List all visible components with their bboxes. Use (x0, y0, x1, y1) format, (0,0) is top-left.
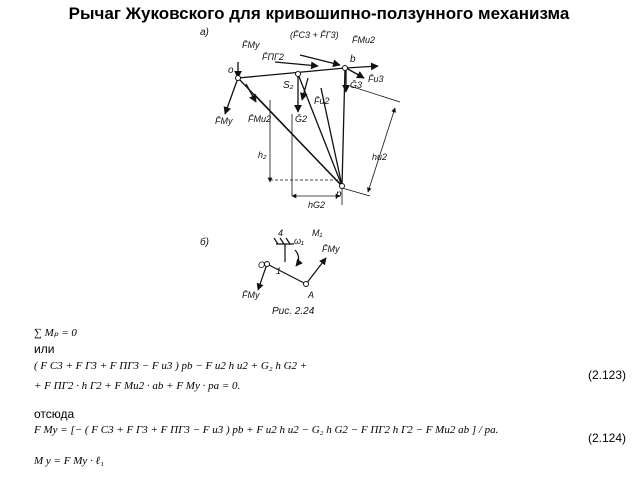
force-g3-label: Ḡ3 (350, 80, 363, 90)
small-label-omega: ω₁ (294, 236, 304, 246)
force-fi3-label: F̄и3 (368, 74, 384, 84)
link-o-b (238, 68, 345, 78)
small-label-fmy2: F̄My (242, 290, 260, 300)
dim-hg2-label: hG2 (308, 200, 326, 210)
point-s2-label: S₂ (283, 80, 294, 91)
force-fmy-label: F̄My (242, 40, 260, 50)
dim-hi2-label: hи2 (372, 152, 388, 162)
small-label-o: O (258, 260, 266, 270)
force-fmi2-label: F̄Mи2 (352, 35, 376, 45)
equation-sum-moments: ∑ Mₚ = 0 (34, 327, 77, 339)
small-label-a: A (308, 290, 315, 300)
from-label: отсюда (34, 407, 75, 421)
figure-label-a: а) (200, 27, 209, 38)
equation-2-124: F My = [− ( F C3 + F Г3 + F ПГ3 − F и3 ) pb + F и2 h и2 − G₂ h G2 − F ПГ2 h Г2 − F Mи2 ab ] / pa. (34, 424, 499, 436)
page-title: Рычаг Жуковского для кривошипно-ползунного механизма (68, 4, 570, 23)
equation-moment-my: M y = F My · ℓ₁ (34, 455, 104, 467)
or-label: или (34, 342, 55, 356)
dim-h2-label: h₂ (258, 150, 267, 160)
small-label-m1: M₁ (312, 228, 323, 238)
force-fi2-label: F̄и2 (314, 96, 330, 106)
force-fmi2-low-label: F̄Mи2 (248, 114, 272, 124)
equation-2-123-line2: + F ПГ2 · h Г2 + F Mи2 · ab + F My · pa = 0. (34, 380, 241, 392)
point-o-label: o (228, 65, 234, 76)
point-p-label: p (336, 189, 342, 200)
force-g2-label: Ḡ2 (295, 114, 308, 124)
equation-number-2-124: (2.124) (587, 431, 626, 445)
small-label-4: 4 (278, 228, 284, 238)
link-b-p (342, 68, 345, 186)
figure-label-b: б) (200, 237, 209, 248)
force-fpg2-label: F̄ПГ2 (262, 52, 284, 62)
small-label-fmy: F̄My (322, 244, 340, 254)
force-fmy-low-label: F̄My (215, 116, 233, 126)
point-b-label: b (350, 54, 356, 65)
force-sum-label: (F̄С3 + F̄Г3) (290, 30, 339, 40)
figure-caption: Рис. 2.24 (272, 306, 315, 317)
equation-number-2-123: (2.123) (587, 368, 626, 382)
small-label-1: 1 (276, 266, 282, 276)
equation-2-123-line1: ( F C3 + F Г3 + F ПГ3 − F и3 ) pb − F и2 h и2 + G₂ h G2 + (34, 360, 308, 372)
